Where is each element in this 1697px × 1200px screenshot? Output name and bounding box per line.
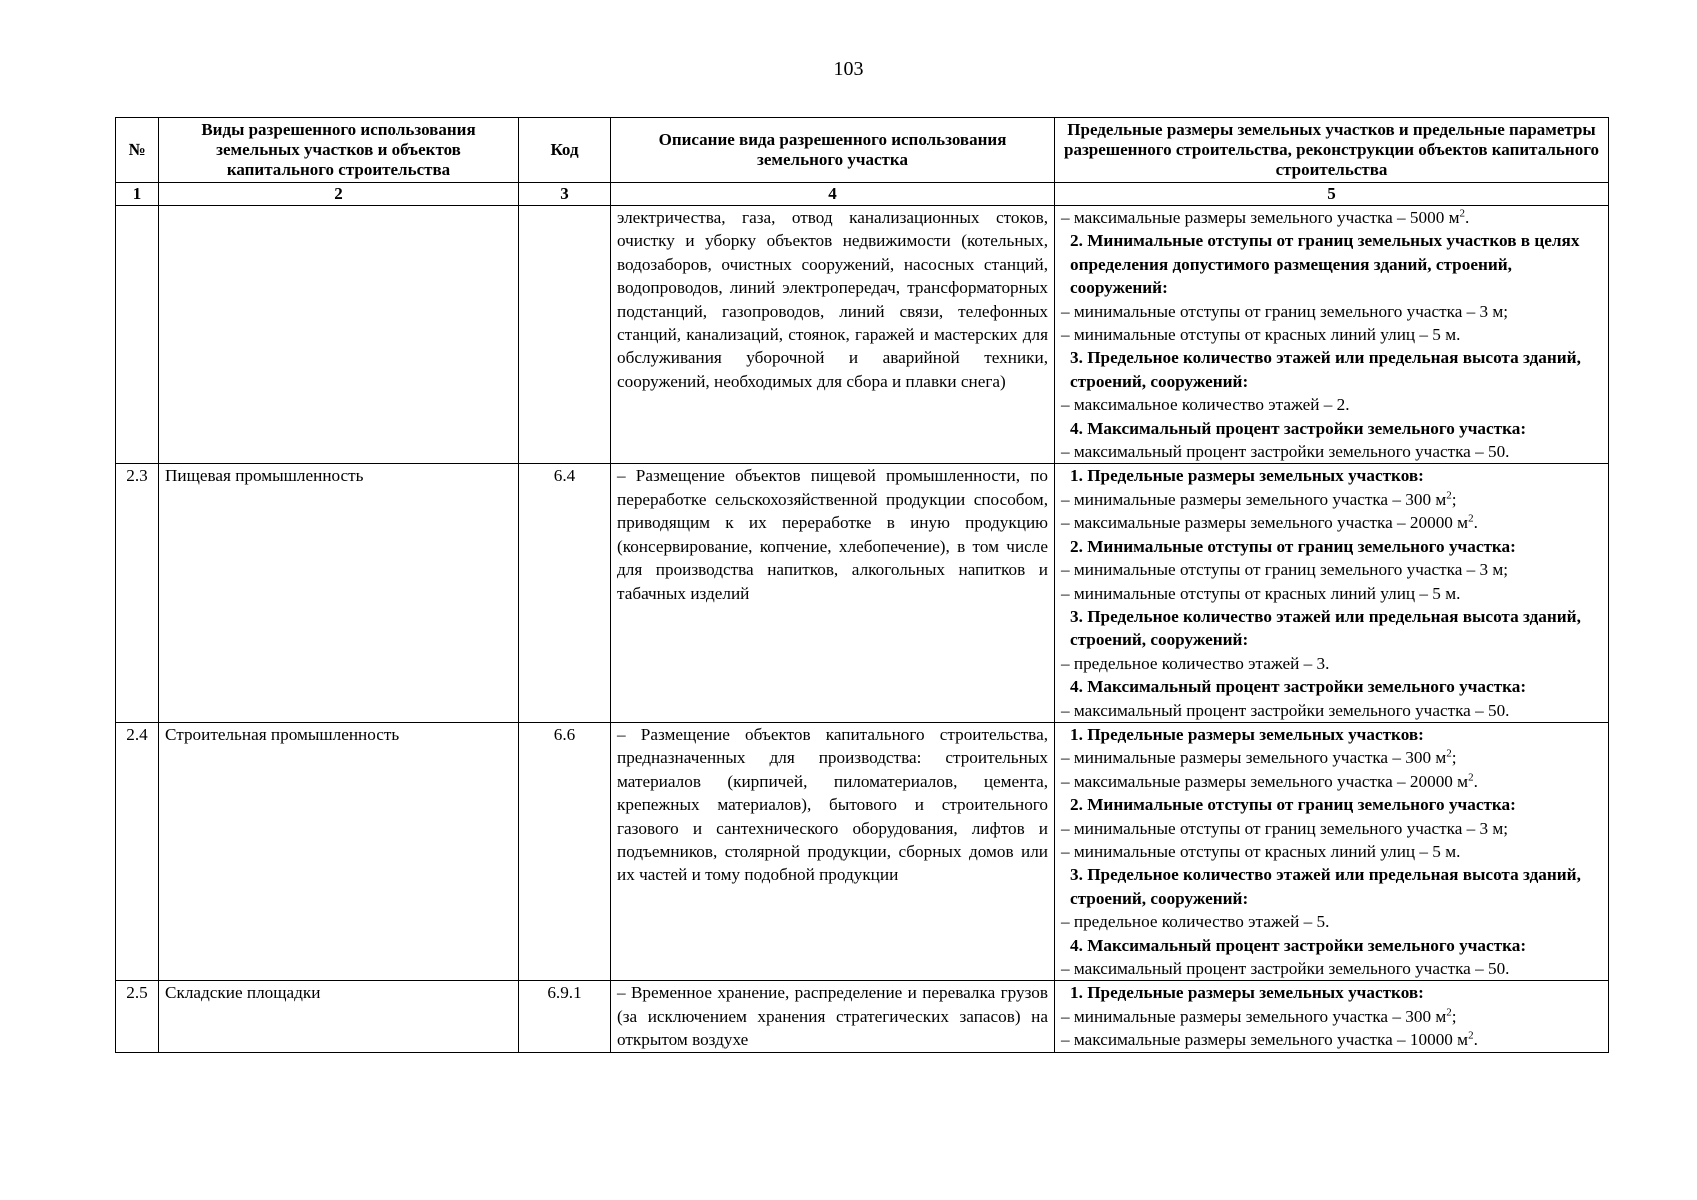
table-body (116, 206, 1609, 1053)
parameter-text: 3. Предельное количество этажей или предельная высота зданий, строений, сооружений: (1070, 606, 1581, 650)
parameter-item (1061, 558, 1602, 581)
parameter-text: 3. Предельное количество этажей или предельная высота зданий, строений, сооружений: (1070, 348, 1581, 391)
parameter-heading (1061, 863, 1602, 910)
parameter-tail: . (1473, 513, 1478, 533)
parameter-heading (1061, 346, 1602, 393)
page-number: 103 (833, 58, 864, 80)
parameter-item (1061, 652, 1602, 675)
parameter-item (1061, 910, 1602, 933)
parameter-item (1061, 323, 1602, 346)
parameter-item (1061, 770, 1602, 793)
parameter-text: – максимальный процент застройки земельного участка – 50. (1061, 700, 1510, 720)
parameter-text: – минимальные отступы от красных линий улиц – 5 м. (1061, 583, 1461, 603)
use-type-name: Строительная промышленность (159, 722, 519, 980)
parameter-heading (1061, 934, 1602, 957)
parameter-text: – минимальные отступы от границ земельного участка – 3 м; (1061, 818, 1509, 838)
use-type-name: Складские площадки (159, 981, 519, 1052)
use-type-code (519, 206, 611, 464)
parameters-cell (1055, 464, 1609, 722)
parameter-text: 2. Минимальные отступы от границ земельных участков в целях определения допустимого размещения зданий, строений, сооружений: (1070, 231, 1580, 298)
parameter-text: 1. Предельные размеры земельных участков: (1070, 724, 1424, 744)
use-type-name: Пищевая промышленность (159, 464, 519, 722)
superscript: 2 (1459, 207, 1465, 220)
row-number: 2.5 (116, 981, 159, 1052)
parameters-cell (1055, 722, 1609, 980)
parameter-text: – максимальный процент застройки земельного участка – 50. (1061, 442, 1510, 462)
header-opis: Описание вида разрешенного использования земельного участка (611, 118, 1055, 183)
superscript: 2 (1446, 1006, 1452, 1019)
parameter-item (1061, 699, 1602, 722)
use-type-description (611, 981, 1055, 1052)
table-row (116, 722, 1609, 980)
parameter-tail: ; (1451, 1006, 1457, 1026)
parameter-text: 1. Предельные размеры земельных участков: (1070, 983, 1424, 1003)
parameter-text: – минимальные отступы от границ земельного участка – 3 м; (1061, 301, 1509, 321)
header-no: № (116, 118, 159, 183)
description-text: – Размещение объектов капитального строительства, предназначенных для производства: строительных материалов (кирпичей, пиломатериалов, цемента, крепежных материалов), бытового и строительного газового и сантехнического оборудования, лифтов и подъемников, столярной продукции, сборных домов или их частей и тому подобной продукции (617, 724, 1048, 885)
header-param: Предельные размеры земельных участков и предельные параметры разрешенного строительства, реконструкции объектов капитального строительства (1055, 118, 1609, 183)
parameter-item (1061, 488, 1602, 511)
table-row (116, 464, 1609, 722)
parameter-item (1061, 746, 1602, 769)
parameter-heading (1061, 675, 1602, 698)
parameter-text: 1. Предельные размеры земельных участков: (1070, 466, 1424, 486)
header-row (116, 118, 1609, 183)
column-number: 2 (159, 183, 519, 206)
parameter-text: 3. Предельное количество этажей или предельная высота зданий, строений, сооружений: (1070, 865, 1581, 908)
parameter-item (1061, 511, 1602, 534)
parameters-cell (1055, 981, 1609, 1052)
parameter-text: 2. Минимальные отступы от границ земельного участка: (1070, 536, 1516, 556)
parameter-heading (1061, 464, 1602, 487)
use-type-description (611, 206, 1055, 464)
parameter-text: – максимальное количество этажей – 2. (1061, 395, 1350, 415)
column-number: 5 (1055, 183, 1609, 206)
superscript: 2 (1468, 771, 1474, 784)
description-text: электричества, газа, отвод канализационных стоков, очистку и уборку объектов недвижимости (котельных, водозаборов, очистных сооружений, насосных станций, водопроводов, линий электропередач, трансформаторных подстанций, газопроводов, линий связи, телефонных станций, канализаций, стоянок, гаражей и мастерских для обслуживания уборочной и аварийной техники, сооружений, необходимых для сбора и плавки снега) (617, 208, 1048, 391)
parameter-text: – предельное количество этажей – 3. (1061, 653, 1330, 673)
parameter-item (1061, 582, 1602, 605)
parameter-heading (1061, 535, 1602, 558)
parameter-text: – минимальные отступы от красных линий улиц – 5 м. (1061, 325, 1461, 345)
parameter-item (1061, 1005, 1602, 1028)
column-number-row (116, 183, 1609, 206)
parameter-text: – минимальные размеры земельного участка – 300 м (1061, 489, 1447, 509)
parameter-text: – максимальные размеры земельного участка – 20000 м (1061, 771, 1469, 791)
parameter-text: 2. Минимальные отступы от границ земельного участка: (1070, 795, 1516, 815)
parameter-heading (1061, 981, 1602, 1004)
parameter-text: – максимальные размеры земельного участка – 20000 м (1061, 513, 1469, 533)
row-number: 2.4 (116, 722, 159, 980)
parameter-item (1061, 440, 1602, 463)
parameter-text: – максимальные размеры земельного участка – 10000 м (1061, 1030, 1469, 1050)
parameter-tail: . (1473, 771, 1478, 791)
use-type-description (611, 464, 1055, 722)
table-row (116, 206, 1609, 464)
parameter-item (1061, 957, 1602, 980)
superscript: 2 (1446, 489, 1452, 502)
parameter-item (1061, 1028, 1602, 1051)
parameter-text: – минимальные отступы от границ земельного участка – 3 м; (1061, 560, 1509, 580)
superscript: 2 (1468, 512, 1474, 525)
column-number: 1 (116, 183, 159, 206)
parameter-heading (1061, 229, 1602, 299)
parameter-tail: ; (1451, 748, 1457, 768)
parameter-heading (1061, 605, 1602, 652)
parameter-heading (1061, 793, 1602, 816)
use-type-code: 6.9.1 (519, 981, 611, 1052)
parameter-item (1061, 840, 1602, 863)
column-number: 3 (519, 183, 611, 206)
description-text: – Временное хранение, распределение и перевалка грузов (за исключением хранения стратегических запасов) на открытом воздухе (617, 983, 1048, 1050)
use-type-description (611, 722, 1055, 980)
use-type-code: 6.6 (519, 722, 611, 980)
regulations-table (115, 117, 1609, 1053)
parameter-text: – предельное количество этажей – 5. (1061, 912, 1330, 932)
parameter-tail: . (1473, 1030, 1478, 1050)
parameter-text: – минимальные отступы от красных линий улиц – 5 м. (1061, 841, 1461, 861)
use-type-name (159, 206, 519, 464)
superscript: 2 (1446, 747, 1452, 760)
parameter-item (1061, 206, 1602, 229)
parameter-text: 4. Максимальный процент застройки земельного участка: (1070, 677, 1527, 697)
description-text: – Размещение объектов пищевой промышленности, по переработке сельскохозяйственной продукции способом, приводящим к их переработке в иную продукцию (консервирование, копчение, хлебопечение), в том числе для производства напитков, алкогольных напитков и табачных изделий (617, 466, 1048, 603)
parameter-item (1061, 817, 1602, 840)
parameter-text: – максимальный процент застройки земельного участка – 50. (1061, 959, 1510, 978)
parameter-tail: ; (1451, 489, 1457, 509)
table-row (116, 981, 1609, 1052)
row-number: 2.3 (116, 464, 159, 722)
header-vid: Виды разрешенного использования земельных участков и объектов капитального строительства (159, 118, 519, 183)
superscript: 2 (1468, 1029, 1474, 1042)
column-number: 4 (611, 183, 1055, 206)
parameter-text: 4. Максимальный процент застройки земельного участка: (1070, 935, 1527, 955)
parameter-text: 4. Максимальный процент застройки земельного участка: (1070, 418, 1527, 438)
parameter-text: – минимальные размеры земельного участка – 300 м (1061, 748, 1447, 768)
row-number (116, 206, 159, 464)
parameter-item (1061, 300, 1602, 323)
parameter-tail: . (1464, 208, 1470, 227)
parameter-heading (1061, 417, 1602, 440)
parameter-text: – максимальные размеры земельного участка – 5000 м (1061, 208, 1460, 227)
parameter-item (1061, 393, 1602, 416)
use-type-code: 6.4 (519, 464, 611, 722)
parameter-heading (1061, 723, 1602, 746)
parameter-text: – минимальные размеры земельного участка – 300 м (1061, 1006, 1447, 1026)
header-kod: Код (519, 118, 611, 183)
parameters-cell (1055, 206, 1609, 464)
